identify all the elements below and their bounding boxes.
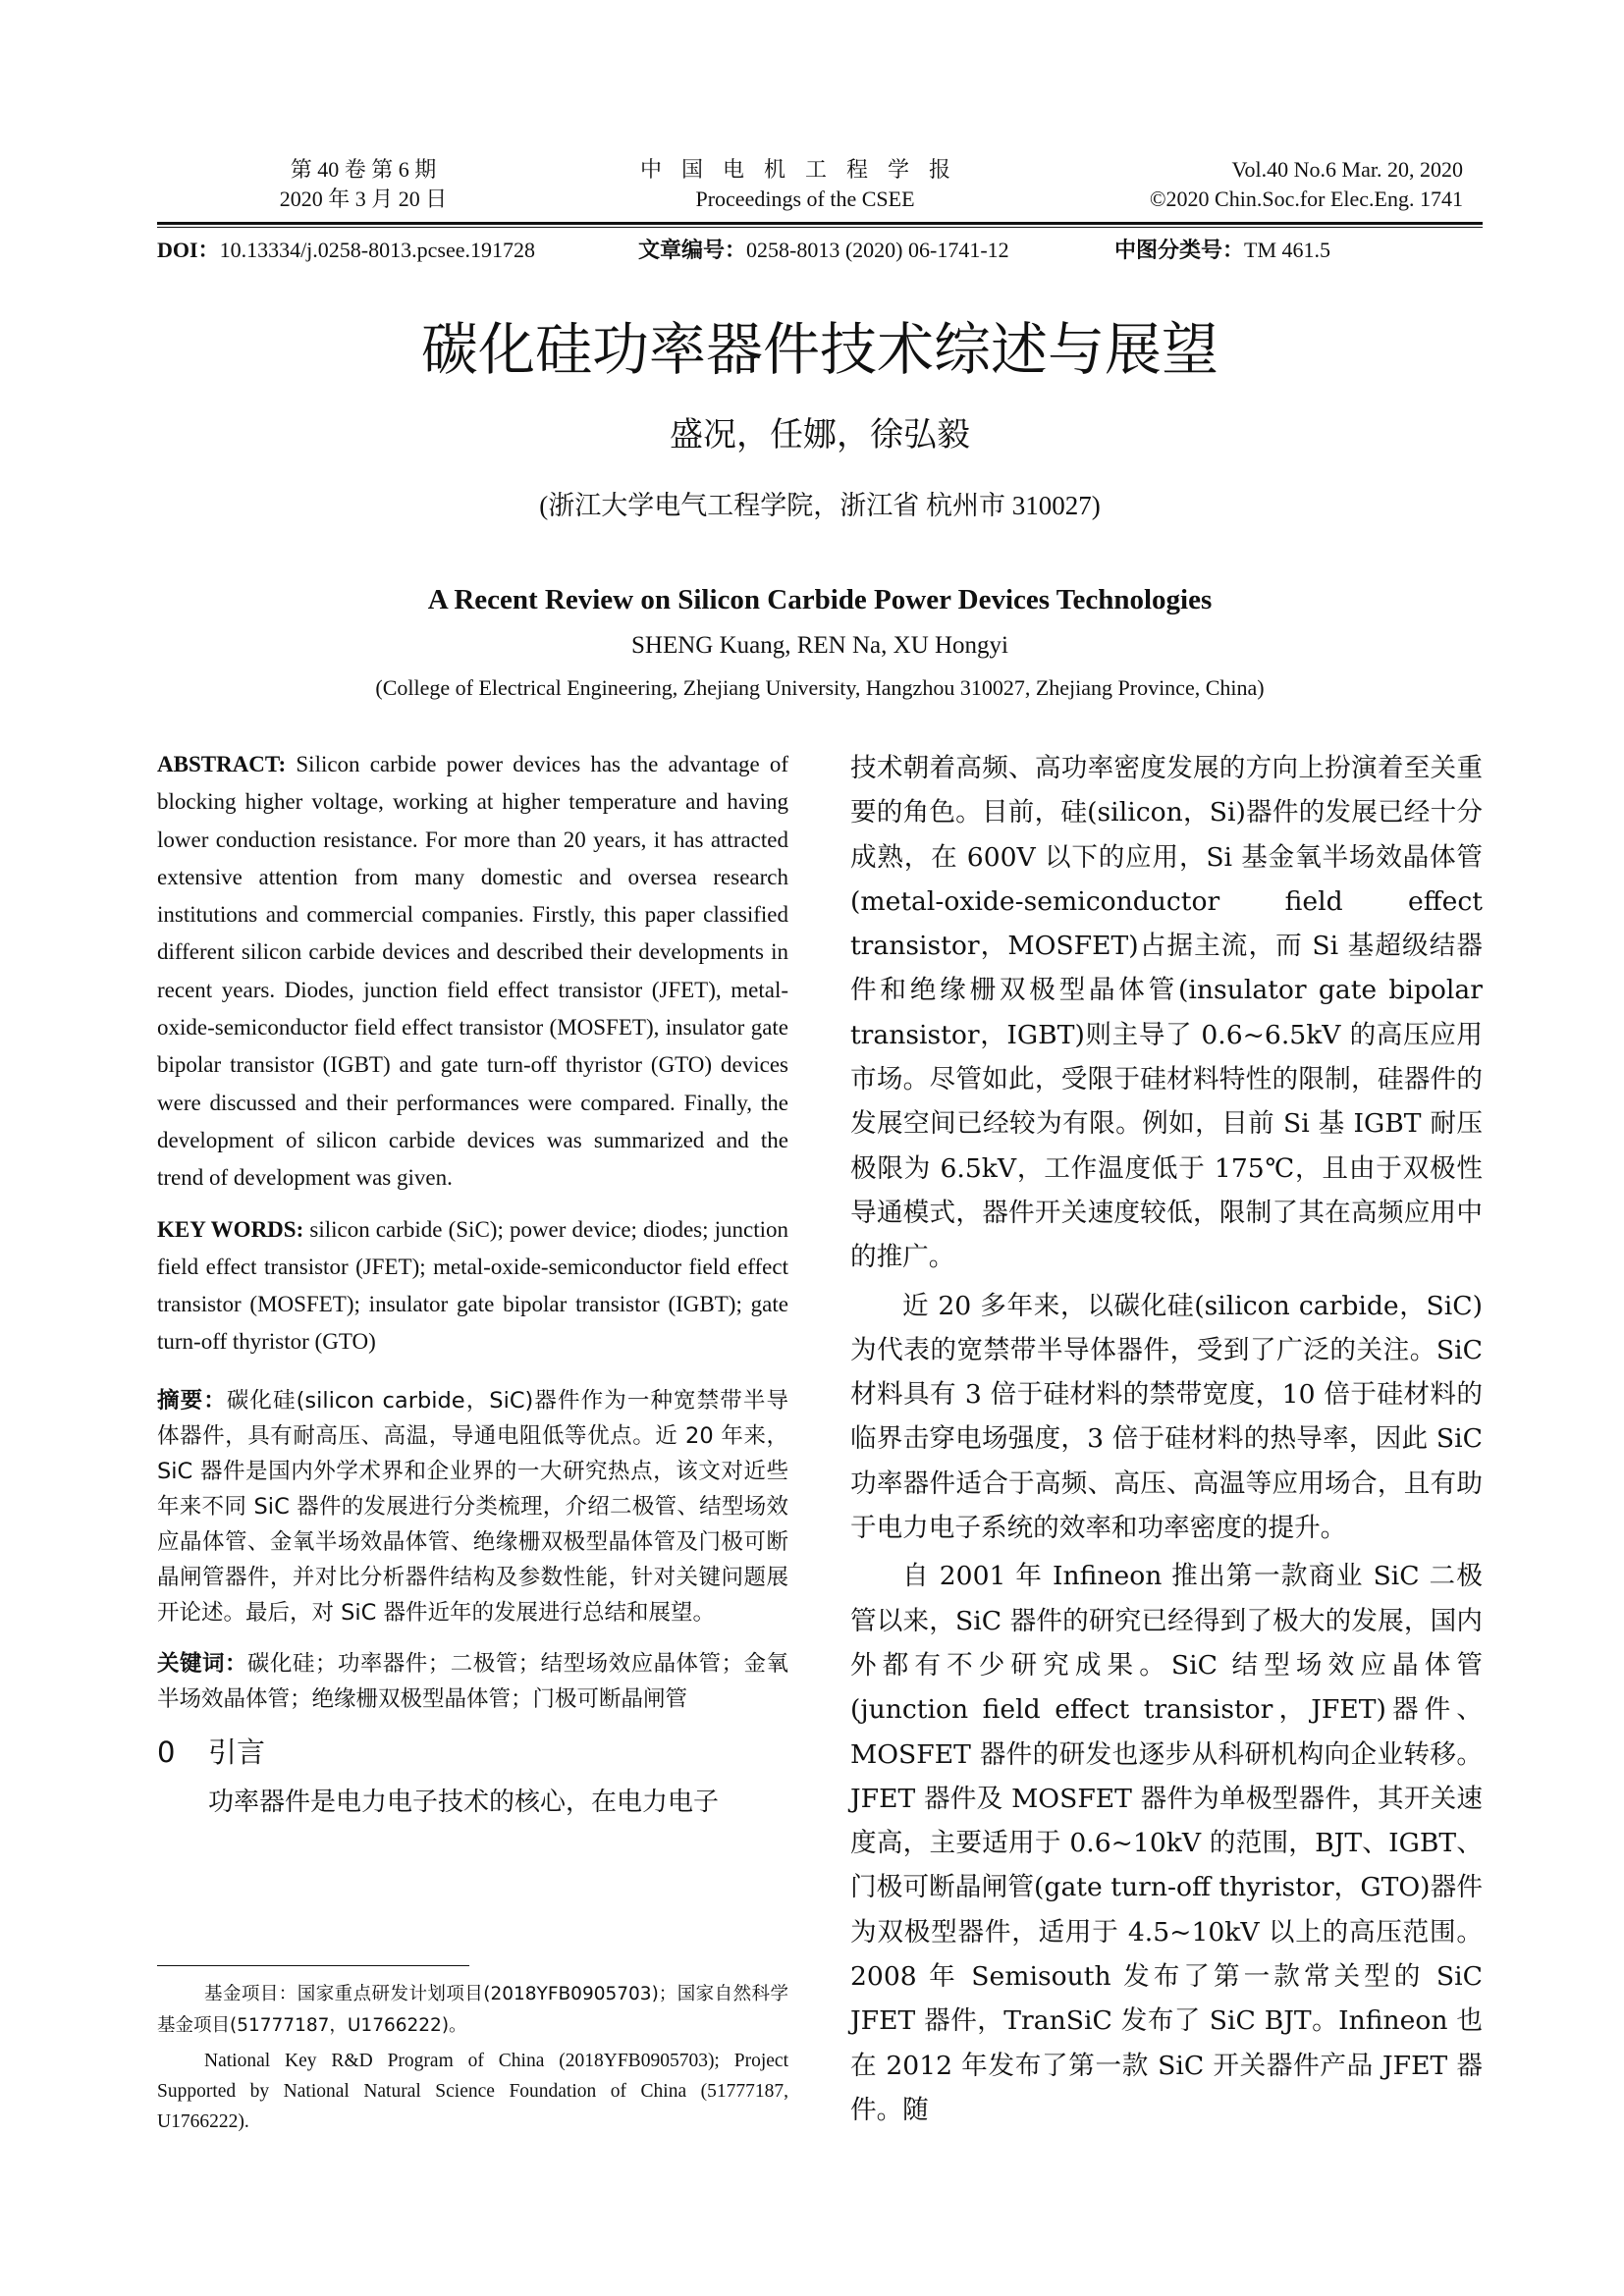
authors-en: SHENG Kuang, REN Na, XU Hongyi	[631, 632, 1008, 659]
abstract-cn-text: 碳化硅(silicon carbide，SiC)器件作为一种宽禁带半导体器件，具有耐高压、高温，导通电阻低等优点。近 20 年来，SiC 器件是国内外学术界和企业界的一大研究热点，该文对近些年来不同 SiC 器件的发展进行分类梳理，介绍二极管、结型场效应晶体管、金氧半场效晶体管、绝缘栅双极型晶体管及门极可断晶闸管器件，并对比分析器件结构及参数性能，针对关键问题展开论述。最后，对 SiC 器件近年的发展进行总结和展望。	[157, 1387, 788, 1626]
footnote	[157, 1979, 788, 2137]
keywords-en	[157, 1211, 788, 1362]
footnote-rule	[157, 1965, 469, 1966]
journal-citation	[1060, 155, 1463, 214]
abstract-en-label: ABSTRACT:	[157, 752, 287, 776]
funding-en: National Key R&D Program of China (2018YFB0905703); Project Supported by National Natural Science Foundation of China (51777187, U1766222).	[157, 2051, 788, 2132]
journal-volume-issue	[236, 155, 491, 214]
section-heading	[157, 1731, 788, 1774]
affiliation-en: (College of Electrical Engineering, Zhejiang University, Hangzhou 310027, Zhejiang Province, China)	[375, 675, 1265, 700]
volume-issue-line: 第 40 卷 第 6 期	[290, 157, 437, 182]
keywords-cn-label: 关键词：	[157, 1650, 247, 1677]
section-title: 引言	[208, 1735, 266, 1769]
journal-name-en: Proceedings of the CSEE	[695, 187, 915, 211]
keywords-en-text: silicon carbide (SiC); power device; diodes; junction field effect transistor (JFET); metal-oxide-semiconductor field effect transistor (MOSFET); insulator gate bipolar transistor (IGBT); gate turn-off thyristor (GTO)	[157, 1216, 788, 1355]
abstract-en	[157, 746, 788, 1198]
keywords-en-label: KEY WORDS:	[157, 1216, 304, 1242]
copyright-page: ©2020 Chin.Soc.for Elec.Eng. 1741	[1149, 187, 1463, 211]
keywords-cn	[157, 1646, 788, 1717]
body-paragraph-1: 技术朝着高频、高功率密度发展的方向上扮演着至关重要的角色。目前，硅(silicon，Si)器件的发展已经十分成熟，在 600V 以下的应用，Si 基金氧半场效晶体管(metal-oxide-semiconductor field effect transistor，MOSFET)占据主流，而 Si 基超级结器件和绝缘栅双极型晶体管(insulator gate bipolar transistor，IGBT)则主导了 0.6~6.5kV 的高压应用市场。尽管如此，受限于硅材料特性的限制，硅器件的发展空间已经较为有限。例如，目前 Si 基 IGBT 耐压极限为 6.5kV，工作温度低于 175℃，且由于双极性导通模式，器件开关速度较低，限制了其在高频应用中的推广。	[850, 753, 1483, 1273]
header-rule-thin	[157, 227, 1483, 228]
funding-cn-label: 基金项目：	[204, 1984, 298, 2004]
abstract-en-text: Silicon carbide power devices has the advantage of blocking higher voltage, working at higher temperature and having lower conduction resistance. For more than 20 years, it has attracted extensive attention from many domestic and oversea research institutions and commercial companies. Firstly, this paper classified different silicon carbide devices and described their developments in recent years. Diodes, junction field effect transistor (JFET), metal-oxide-semiconductor field effect transistor (MOSFET), insulator gate bipolar transistor (IGBT) and gate turn-off thyristor (GTO) devices were discussed and their performances were compared. Finally, the development of silicon carbide devices was summarized and the trend of development was given.	[157, 752, 788, 1191]
body-paragraph-3: 自 2001 年 Infineon 推出第一款商业 SiC 二极管以来，SiC 器件的研究已经得到了极大的发展，国内外都有不少研究成果。SiC 结型场效应晶体管(junction field effect transistor，JFET)器件、MOSFET 器件的研发也逐步从科研机构向企业转移。JFET 器件及 MOSFET 器件为单极型器件，其开关速度高，主要适用于 0.6~10kV 的范围，BJT、IGBT、门极可断晶闸管(gate turn-off thyristor，GTO)器件为双极型器件，适用于 4.5~10kV 以上的高压范围。2008 年 Semisouth 发布了第一款常关型的 SiC JFET 器件，TranSiC 发布了 SiC BJT。Infineon 也在 2012 年发布了第一款 SiC 开关器件产品 JFET 器件。随	[850, 1561, 1483, 2125]
classification-number: 中图分类号：TM 461.5	[1114, 238, 1331, 262]
abstract-cn-label: 摘要：	[157, 1387, 227, 1414]
keywords-cn-text: 碳化硅；功率器件；二极管；结型场效应晶体管；金氧半场效晶体管；绝缘栅双极型晶体管；门极可断晶闸管	[157, 1650, 788, 1712]
intro-paragraph: 功率器件是电力电子技术的核心，在电力电子	[208, 1787, 720, 1817]
paper-title-cn: 碳化硅功率器件技术综述与展望	[420, 316, 1218, 383]
funding-cn-text: 国家重点研发计划项目(2018YFB0905703)；国家自然科学基金项目(51777187，U1766222)。	[157, 1984, 788, 2036]
funding-cn	[157, 1979, 788, 2042]
abstract-cn	[157, 1383, 788, 1630]
issue-date-line: 2020 年 3 月 20 日	[279, 187, 448, 211]
article-number: 文章编号：0258-8013 (2020) 06-1741-12	[638, 238, 1009, 262]
journal-name-cn: 中国电机工程学报	[639, 157, 970, 182]
doi: DOI：10.13334/j.0258-8013.pcsee.191728	[157, 238, 535, 262]
body-paragraph-2: 近 20 多年来，以碳化硅(silicon carbide，SiC)为代表的宽禁带半导体器件，受到了广泛的关注。SiC 材料具有 3 倍于硅材料的禁带宽度，10 倍于硅材料的临界击穿电场强度，3 倍于硅材料的热导率，因此 SiC 功率器件适合于高频、高压、高温等应用场合，且有助于电力电子系统的效率和功率密度的提升。	[850, 1290, 1483, 1544]
vol-no-date: Vol.40 No.6 Mar. 20, 2020	[1231, 157, 1463, 182]
header-rule	[157, 222, 1483, 225]
journal-name	[569, 155, 1041, 214]
authors-cn: 盛况，任娜，徐弘毅	[670, 417, 970, 454]
section-number: 0	[157, 1735, 176, 1769]
right-column	[850, 746, 1483, 2132]
affiliation-cn: (浙江大学电气工程学院，浙江省 杭州市 310027)	[539, 491, 1101, 520]
left-column	[157, 746, 788, 1823]
paper-title-en: A Recent Review on Silicon Carbide Power Devices Technologies	[427, 584, 1213, 615]
